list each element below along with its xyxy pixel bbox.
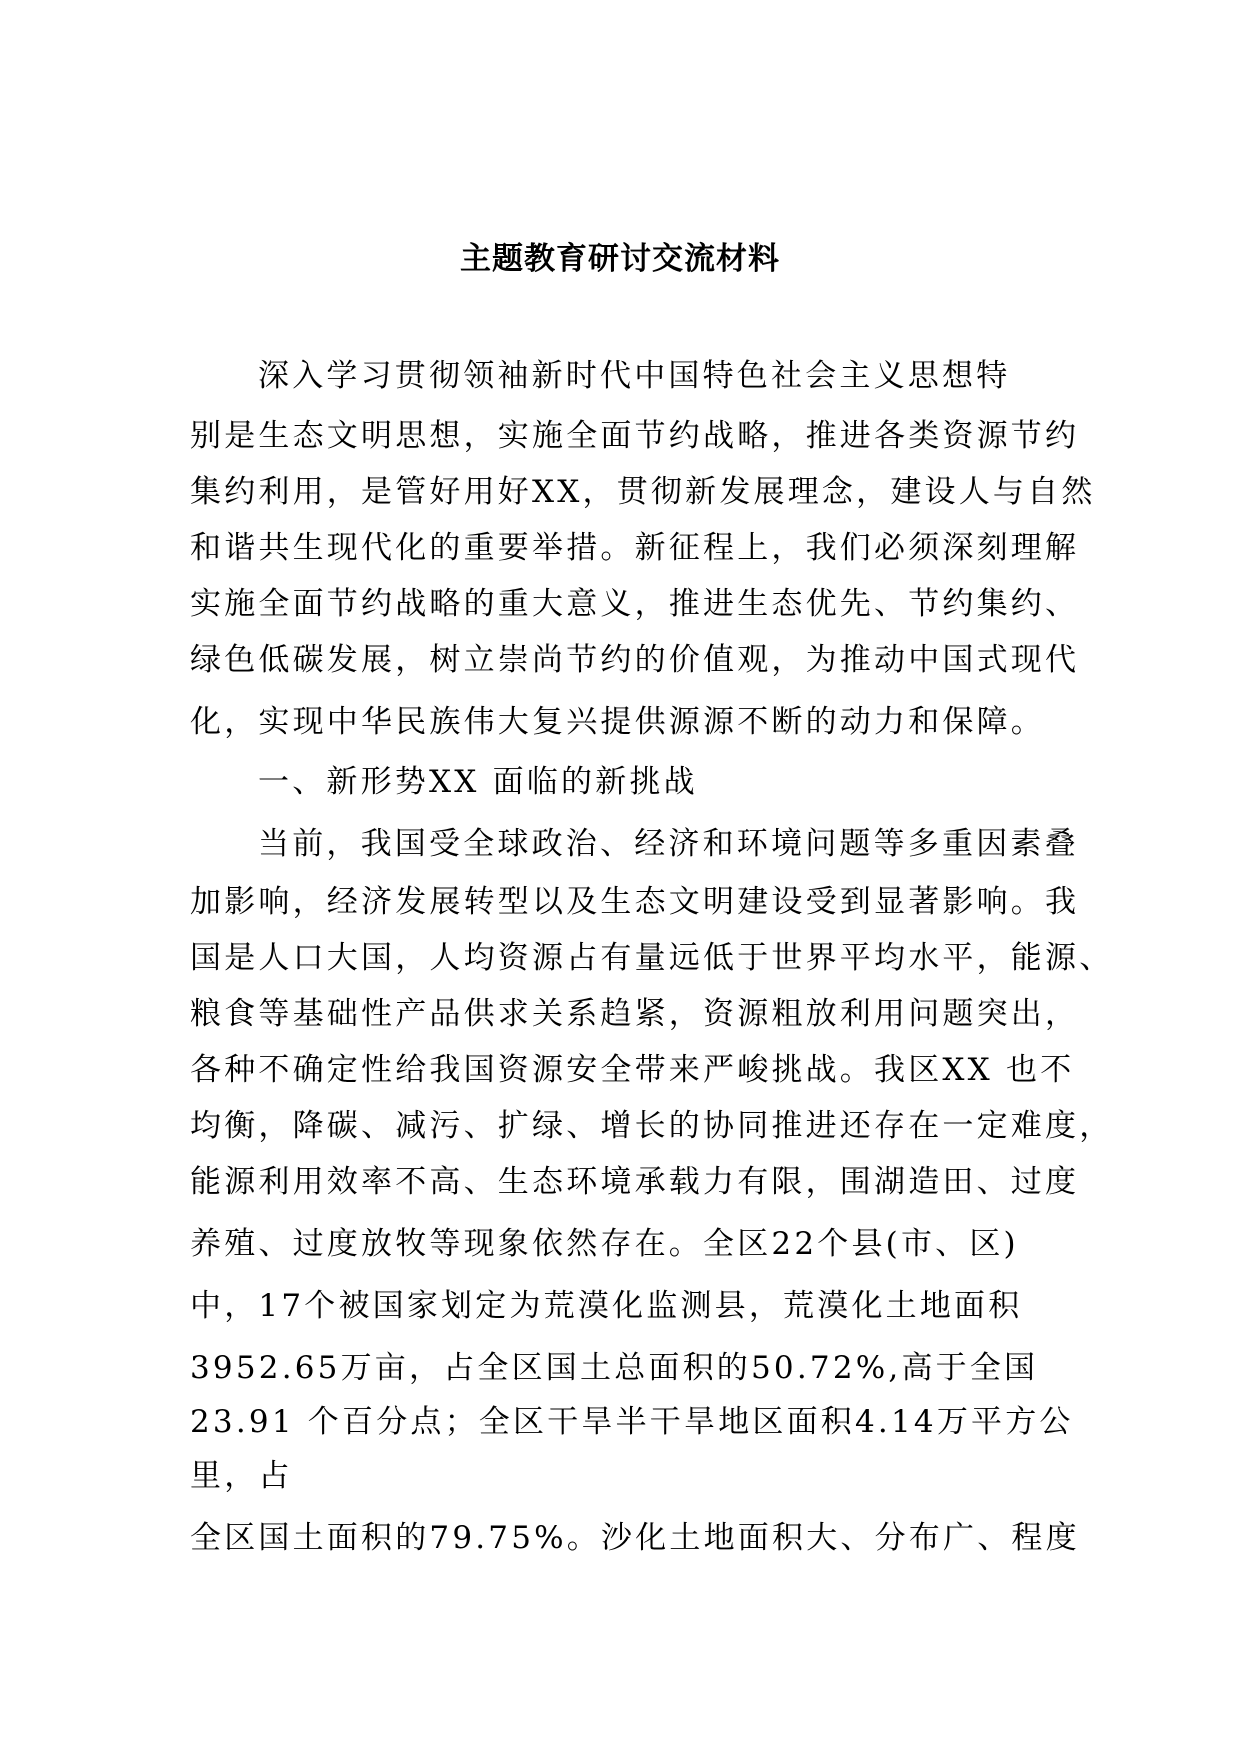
paragraph-line: 深入学习贯彻领袖新时代中国特色社会主义思想特 (258, 358, 1011, 394)
paragraph-line: 里，占 (190, 1458, 293, 1494)
paragraph-line: 实施全面节约战略的重大意义，推进生态优先、节约集约、 (190, 586, 1080, 622)
paragraph-line: 3952.65万亩，占全区国土总面积的50.72%,高于全国 (190, 1350, 1039, 1386)
paragraph-line: 加影响，经济发展转型以及生态文明建设受到显著影响。我 (190, 884, 1080, 920)
paragraph-line: 粮食等基础性产品供求关系趋紧，资源粗放利用问题突出， (190, 996, 1080, 1032)
paragraph-line: 和谐共生现代化的重要举措。新征程上，我们必须深刻理解 (190, 530, 1080, 566)
paragraph-line: 中，17个被国家划定为荒漠化监测县，荒漠化土地面积 (190, 1288, 1023, 1324)
paragraph-line: 能源利用效率不高、生态环境承载力有限，围湖造田、过度 (190, 1164, 1080, 1200)
paragraph-line: 均衡，降碳、减污、扩绿、增长的协同推进还存在一定难度， (190, 1108, 1114, 1144)
paragraph-line: 养殖、过度放牧等现象依然存在。全区22个县(市、区) (190, 1226, 1019, 1262)
section-heading: 一、新形势XX 面临的新挑战 (258, 764, 698, 800)
paragraph-line: 别是生态文明思想，实施全面节约战略，推进各类资源节约 (190, 418, 1080, 454)
paragraph-line: 全区国土面积的79.75%。沙化土地面积大、分布广、程度 (190, 1520, 1080, 1556)
paragraph-line: 集约利用，是管好用好XX，贯彻新发展理念，建设人与自然 (190, 474, 1096, 510)
paragraph-line: 国是人口大国，人均资源占有量远低于世界平均水平，能源、 (190, 940, 1114, 976)
paragraph-line: 化，实现中华民族伟大复兴提供源源不断的动力和保障。 (190, 704, 1045, 740)
paragraph-line: 当前，我国受全球政治、经济和环境问题等多重因素叠 (258, 826, 1079, 862)
paragraph-line: 23.91 个百分点；全区干旱半干旱地区面积4.14万平方公 (190, 1404, 1074, 1440)
paragraph-line: 绿色低碳发展，树立崇尚节约的价值观，为推动中国式现代 (190, 642, 1080, 678)
paragraph-line: 各种不确定性给我国资源安全带来严峻挑战。我区XX 也不 (190, 1052, 1075, 1088)
document-title: 主题教育研讨交流材料 (460, 241, 780, 277)
